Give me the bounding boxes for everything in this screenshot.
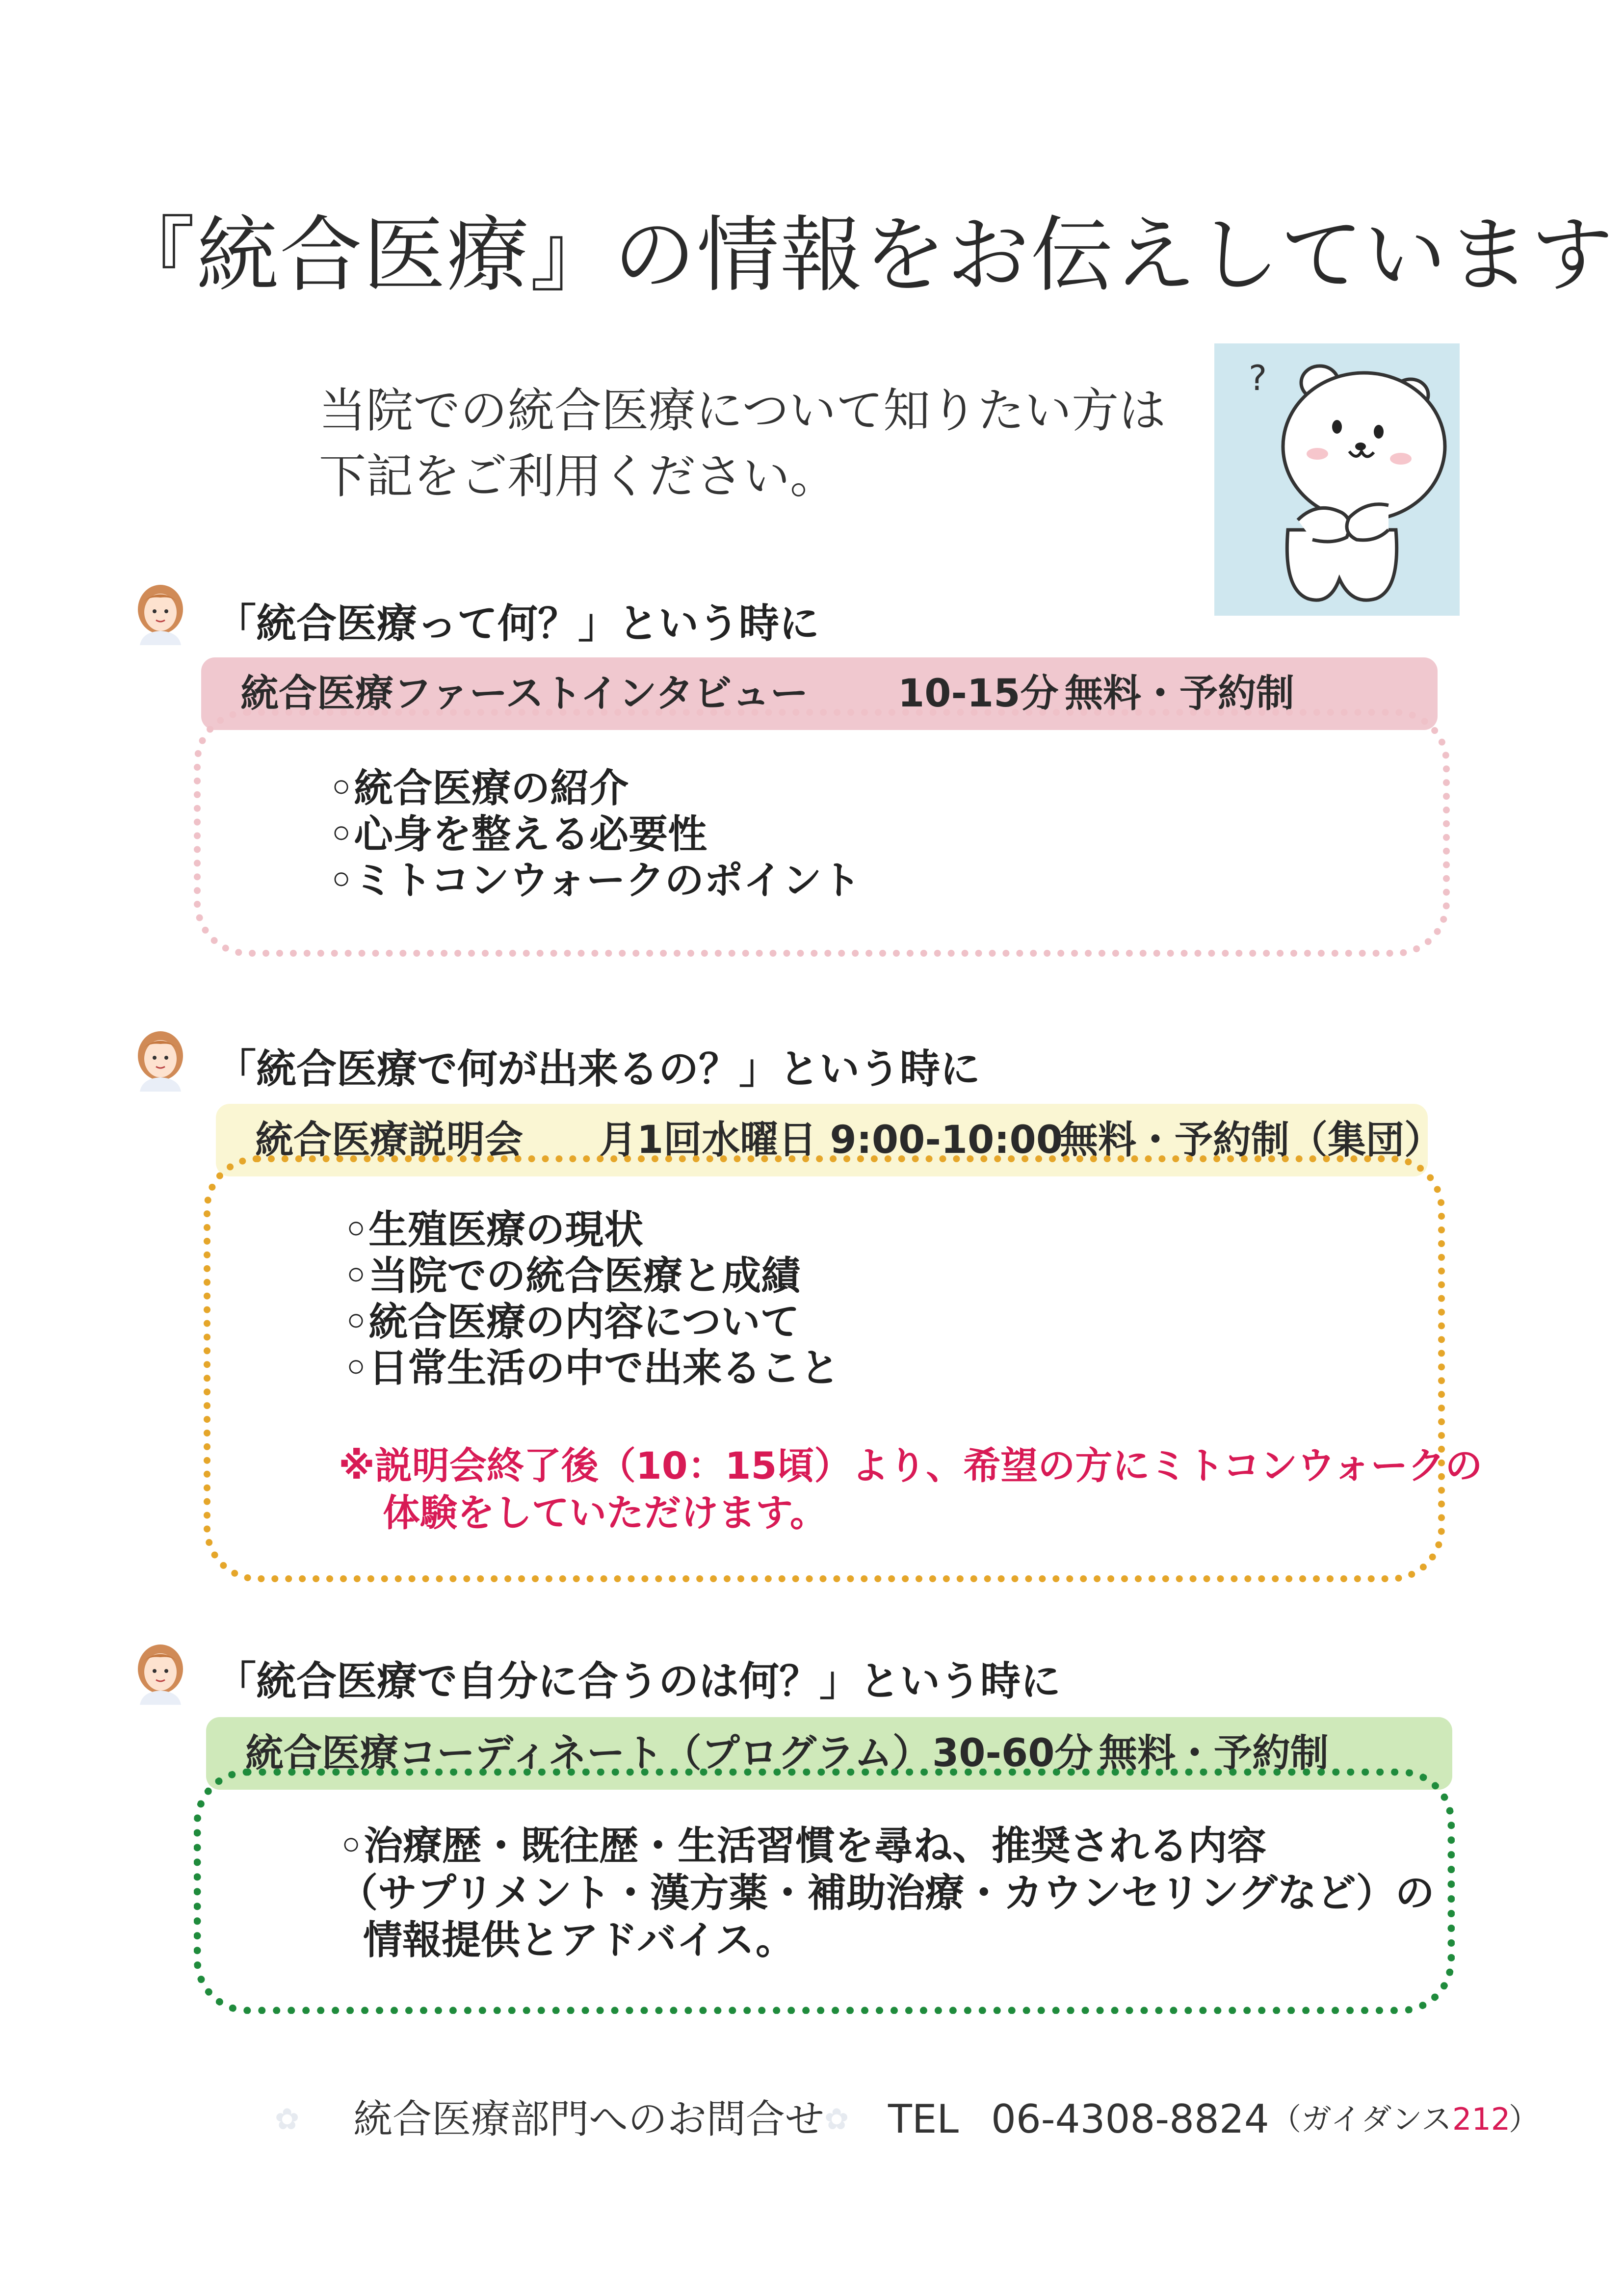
guidance-number: 212 [1452,2101,1511,2137]
list-item: 情報提供とアドバイス。 [363,1917,795,1963]
flower-icon: ✿ [824,2102,849,2137]
tel-label: TEL [888,2096,959,2142]
section-heading: 「統合医療で何が出来るの？」という時に [216,1046,981,1093]
note-text [339,1442,1482,1537]
question-mark: ? [1249,358,1267,398]
nurse-avatar-icon [128,579,194,645]
service-name: 統合医療説明会 [255,1118,524,1162]
guidance-open: （ガイダンス [1271,2101,1452,2137]
list-item: ◦当院での統合医療と成績 [343,1253,801,1299]
tel-number: 06-4308-8824 [991,2096,1269,2142]
list-item: ◦日常生活の中で出来ること [343,1345,840,1391]
flower-icon: ✿ [275,2102,300,2137]
bear-icon [1214,343,1460,616]
nurse-avatar-icon [128,1639,194,1705]
service-fee: 無料・予約制 [1099,1731,1329,1775]
item-list [339,1823,1435,1964]
service-duration: 30-60分 [932,1731,1093,1775]
section-heading: 「統合医療で自分に合うのは何？」という時に [216,1658,1061,1705]
note-line: ※説明会終了後（10：15頃）より、希望の方にミトコンウォークの [339,1444,1483,1487]
list-item: ◦統合医療の内容について [343,1299,800,1345]
contact-label: 統合医療部門へのお問合せ [353,2096,824,2142]
list-item: （サプリメント・漢方薬・補助治療・カウンセリングなど）の [339,1870,1435,1916]
service-schedule: 月1回水曜日 9:00-10:00 [599,1118,1063,1162]
section-heading: 「統合医療って何？」という時に [216,600,820,647]
contact-footer [275,2092,1580,2146]
item-list [329,765,861,904]
service-fee: 無料・予約制 [1065,672,1295,716]
service-duration: 10-15分 [898,672,1059,716]
bear-illustration [1214,343,1460,616]
nurse-avatar-icon [128,1025,194,1092]
service-fee: 無料・予約制（集団） [1060,1118,1443,1162]
service-name: 統合医療コーディネート（プログラム） [245,1731,931,1775]
list-item: ◦生殖医療の現状 [343,1207,644,1252]
service-name: 統合医療ファーストインタビュー [240,672,809,716]
item-list [343,1207,839,1391]
list-item: ◦心身を整える必要性 [329,811,707,857]
list-item: ◦ミトコンウォークのポイント [329,858,861,903]
note-line: 体験をしていただけます。 [383,1491,827,1535]
intro-line: 下記をご利用ください。 [319,449,837,504]
intro-text [319,378,1202,509]
list-item: ◦治療歴・既往歴・生活習慣を尋ね、推奨される内容 [339,1823,1267,1869]
guidance-close: ） [1509,2101,1540,2137]
list-item: ◦統合医療の紹介 [329,765,629,811]
intro-line: 当院での統合医療について知りたい方は [319,383,1166,438]
page-title: 『統合医療』の情報をお伝えしています [113,207,1614,303]
